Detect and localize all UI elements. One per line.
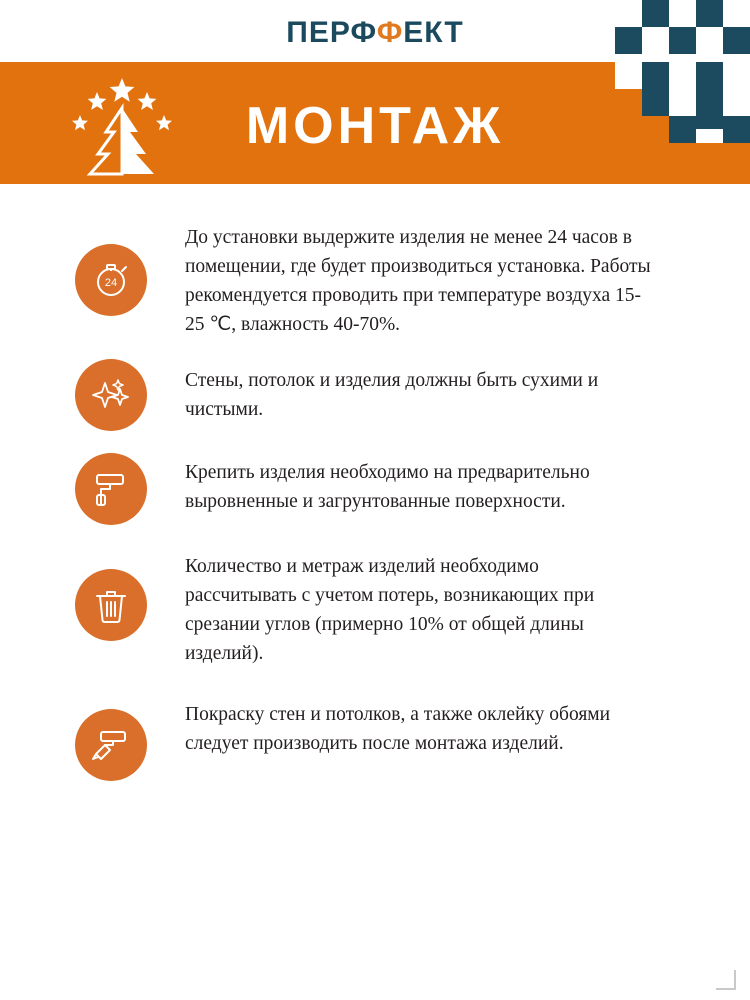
sparkle-clean-icon xyxy=(75,359,147,431)
instruction-text: Покраску стен и потолков, а также оклейку обоями следует производить после монтажа изделий. xyxy=(185,703,611,754)
instruction-text: До установки выдержите изделия не менее 24 часов в помещении, где будет производиться установка. Работы рекомендуется проводить при температуре воздуха 15-25 ℃, влажность 40-70%. xyxy=(185,227,651,335)
paint-roller-wall-icon xyxy=(75,709,147,781)
list-item xyxy=(40,457,710,525)
brand-name-accent: Ф xyxy=(376,16,404,49)
instruction-text: Стены, потолок и изделия должны быть сухими и чистыми. xyxy=(185,370,599,421)
brand-name-part1: ПЕРФ xyxy=(286,16,377,49)
trash-bin-icon xyxy=(75,569,147,641)
list-item xyxy=(40,222,710,339)
instruction-text: Количество и метраж изделий необходимо рассчитывать с учетом потерь, возникающих при срезании углов (примерно 10% от общей длины изделий). xyxy=(185,556,595,665)
paint-roller-icon xyxy=(75,453,147,525)
instructions-list xyxy=(0,184,750,781)
list-item xyxy=(40,699,710,781)
brand-name-part2: ЕКТ xyxy=(403,16,464,49)
svg-text:24: 24 xyxy=(104,277,118,289)
page-title: МОНТАЖ xyxy=(245,97,505,155)
brand-logo xyxy=(0,16,750,50)
instruction-text: Крепить изделия необходимо на предварительно выровненные и загрунтованные поверхности. xyxy=(185,462,590,513)
list-item xyxy=(40,551,710,668)
logo-bar xyxy=(0,0,750,62)
stopwatch-24h-icon xyxy=(75,244,147,316)
page-header-band xyxy=(0,62,750,184)
page-corner-mark xyxy=(716,970,736,990)
list-item xyxy=(40,365,710,431)
